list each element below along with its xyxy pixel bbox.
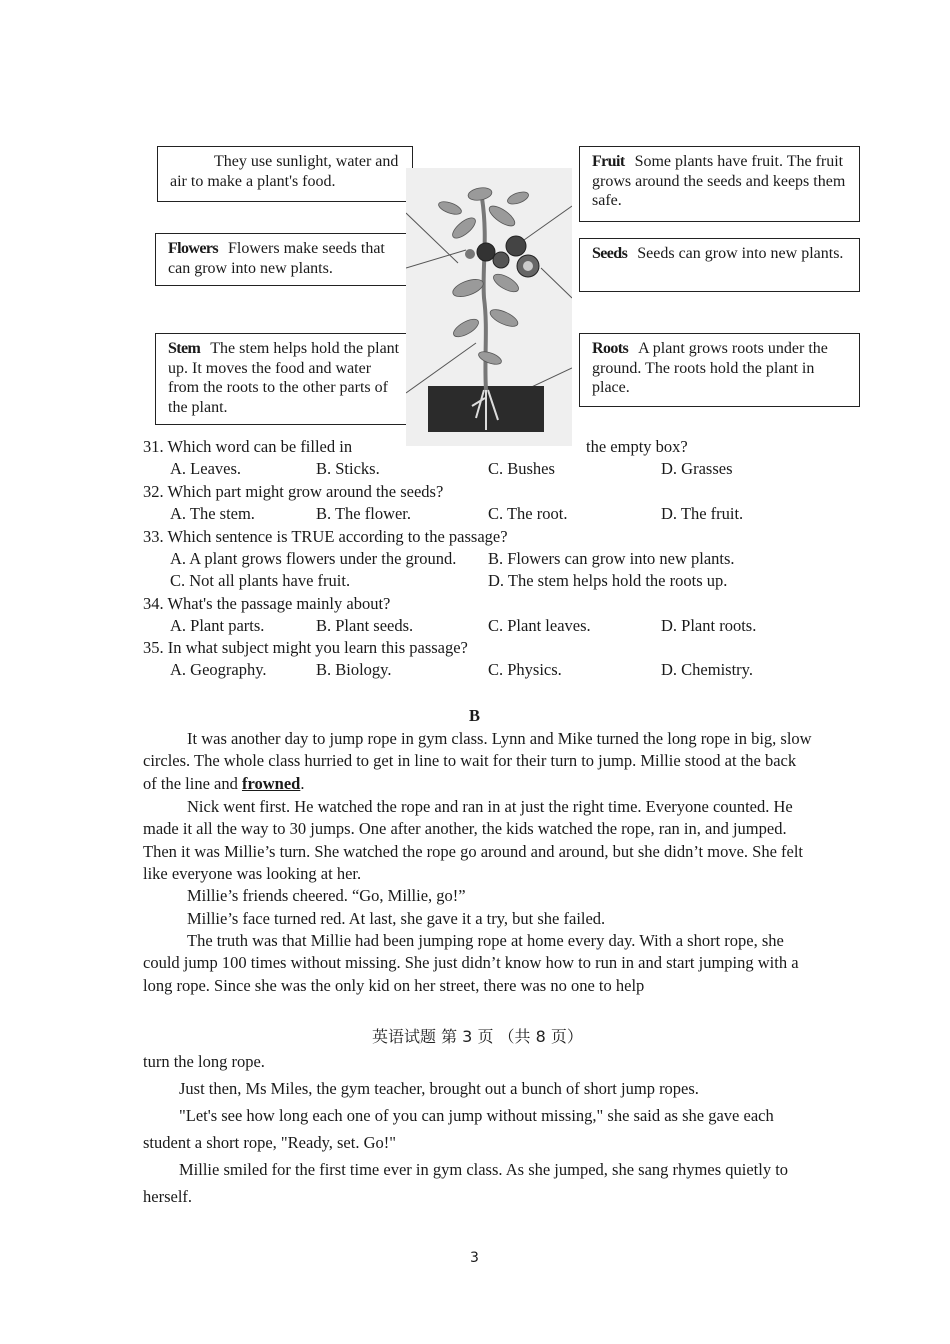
question-35-stem: 35. In what subject might you learn this passage? [143, 638, 468, 657]
paragraph-7 [143, 1102, 803, 1156]
option: D. Plant roots. [661, 616, 757, 635]
option: D. Grasses [661, 459, 733, 478]
box-flowers-text: Flowers make seeds that can grow into new plants. [168, 240, 385, 277]
paragraph-1-text: It was another day to jump rope in gym class. Lynn and Mike turned the long rope in big, slow circles. The whole class hurried to get in line to wait for their turn to jump. Millie stood at the back of the line and [143, 729, 812, 793]
box-stem [155, 333, 413, 425]
plant-illustration [406, 168, 572, 446]
paragraph-8-text: Millie smiled for the first time ever in gym class. As she jumped, she sang rhymes quietly to herself. [143, 1160, 789, 1206]
paragraph-6-text: Just then, Ms Miles, the gym teacher, brought out a bunch of short jump ropes. [179, 1079, 699, 1098]
paragraph-5-continued [143, 1048, 823, 1075]
underlined-keyword: frowned [241, 773, 301, 793]
option: B. Biology. [316, 660, 392, 679]
option: C. Physics. [488, 660, 562, 679]
paragraph-2 [143, 796, 813, 886]
question-32-stem: 32. Which part might grow around the seeds? [143, 482, 444, 501]
box-leaves [157, 146, 413, 202]
box-fruit [579, 146, 860, 222]
option: B. The flower. [316, 504, 412, 523]
paragraph-5 [143, 930, 813, 997]
question-34-stem: 34. What's the passage mainly about? [143, 594, 391, 613]
paragraph-3-text: Millie’s friends cheered. “Go, Millie, go!” [187, 886, 466, 905]
box-roots-title: Roots [592, 340, 629, 357]
question-31-stem-b: the empty box? [586, 437, 688, 456]
paragraph-2-text: Nick went first. He watched the rope and ran in at just the right time. Everyone counted. He made it all the way to 30 jumps. One after another, the kids watched the rope, ran in, and jumped. Then it was Millie’s turn. She watched the rope go around and around, but she didn’t move. She felt like everyone was looking at her. [143, 797, 804, 884]
option: D. The stem helps hold the roots up. [488, 571, 728, 590]
paragraph-5-text: The truth was that Millie had been jumping rope at home every day. With a short rope, she could jump 100 times without missing. She just didn’t know how to run in and start jumping with a long rope. Since she was the only kid on her street, there was no one to help [143, 931, 799, 995]
box-seeds-title: Seeds [592, 245, 628, 262]
box-stem-text: The stem helps hold the plant up. It moves the food and water from the roots to the other parts of the plant. [168, 340, 400, 416]
paragraph-3 [143, 885, 813, 907]
option: A. Plant parts. [170, 616, 265, 635]
box-seeds [579, 238, 860, 292]
page-number: 3 [470, 1250, 479, 1266]
box-leaves-text: They use sunlight, water and air to make a plant's food. [170, 153, 399, 190]
option: A. The stem. [170, 504, 255, 523]
paragraph-7-text: "Let's see how long each one of you can jump without missing," she said as she gave each student a short rope, "Ready, set. Go!" [143, 1106, 774, 1152]
option: A. A plant grows flowers under the ground. [170, 549, 457, 568]
box-roots-text: A plant grows roots under the ground. The roots hold the plant in place. [592, 340, 828, 396]
option: C. Plant leaves. [488, 616, 591, 635]
question-33-stem: 33. Which sentence is TRUE according to the passage? [143, 527, 508, 546]
box-fruit-text: Some plants have fruit. The fruit grows around the seeds and keeps them safe. [592, 153, 846, 209]
paragraph-1-end: . [300, 773, 305, 793]
option: C. The root. [488, 504, 568, 523]
box-flowers-title: Flowers [168, 240, 219, 257]
option: B. Flowers can grow into new plants. [488, 549, 735, 568]
question-31-stem-a: 31. Which word can be filled in [143, 437, 353, 456]
box-stem-title: Stem [168, 340, 201, 357]
paragraph-6 [143, 1075, 823, 1102]
option: D. The fruit. [661, 504, 744, 523]
box-roots [579, 333, 860, 407]
paragraph-4-text: Millie’s face turned red. At last, she gave it a try, but she failed. [187, 909, 606, 928]
option: C. Not all plants have fruit. [170, 571, 351, 590]
option: B. Sticks. [316, 459, 380, 478]
box-flowers [155, 233, 413, 286]
paragraph-1 [143, 728, 813, 795]
paragraph-5-cont-text: turn the long rope. [143, 1052, 265, 1071]
page-footer: 英语试题 第 3 页 （共 8 页） [372, 1027, 583, 1046]
box-seeds-text: Seeds can grow into new plants. [637, 245, 844, 262]
paragraph-4 [143, 908, 813, 930]
option: B. Plant seeds. [316, 616, 414, 635]
option: A. Leaves. [170, 459, 242, 478]
option: A. Geography. [170, 660, 267, 679]
box-fruit-title: Fruit [592, 153, 625, 170]
section-heading: B [469, 706, 481, 725]
paragraph-8 [143, 1156, 803, 1210]
option: D. Chemistry. [661, 660, 753, 679]
option: C. Bushes [488, 459, 555, 478]
